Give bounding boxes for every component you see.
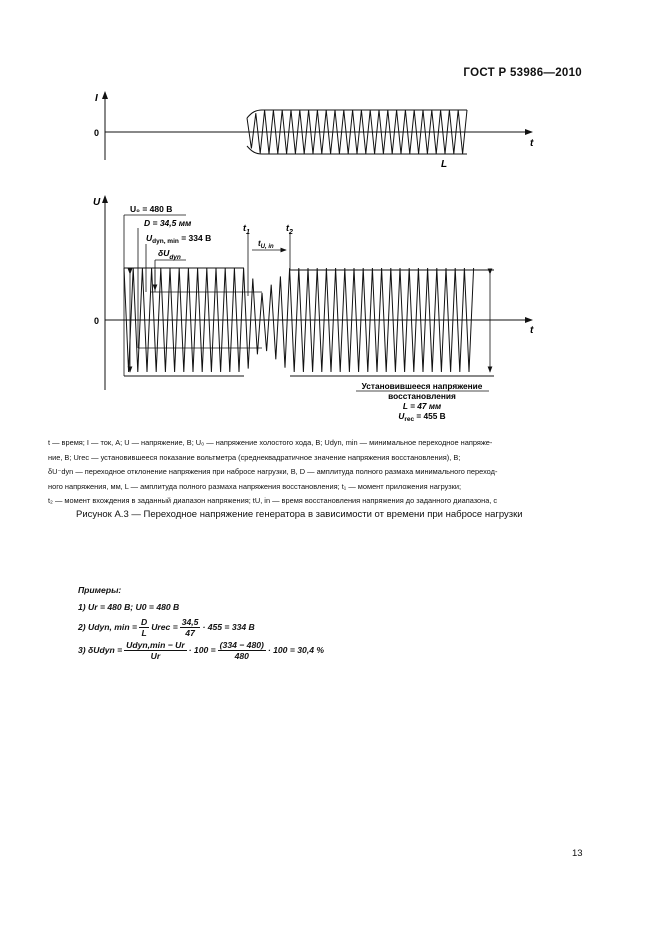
figure-legend xyxy=(48,436,582,509)
voltage-zero-label: 0 xyxy=(94,316,100,326)
example-3-prefix: 3) δUdyn = xyxy=(78,645,123,655)
u0-label: U₀ = 480 В xyxy=(130,204,173,214)
example-2-fraction-2: $\frac{34,5}{47}$ xyxy=(181,616,199,638)
example-1-text: 1) Ur = 480 В; U0 = 480 В xyxy=(78,602,180,612)
current-plot xyxy=(94,92,534,170)
voltage-x-label: t xyxy=(530,325,534,336)
examples-block xyxy=(78,585,324,663)
examples-title: Примеры: xyxy=(78,585,122,595)
example-2 xyxy=(78,617,324,637)
standard-header: ГОСТ Р 53986—2010 xyxy=(463,67,582,79)
legend-line-4: ного напряжения, мм, L — амплитуда полного размаха напряжения восстановления; t₁ — момент приложения нагрузки; xyxy=(48,481,462,491)
rec-label-line1: Установившееся напряжение xyxy=(361,381,483,391)
current-y-label: I xyxy=(95,93,98,104)
example-3-fraction-1: $\frac{\text{Udyn,min − Ur}}{Ur}$ xyxy=(126,639,185,661)
current-x-label: t xyxy=(530,138,534,149)
du-label: $\delta U_{dyn}$ xyxy=(158,248,181,261)
legend-line-2: ние, В; Urec — установившееся показание вольтметра (среднеквадратичное значение напряжения восстановления), В; xyxy=(48,452,461,462)
legend-line-5: t₂ — момент вхождения в заданный диапазон напряжения; tU, in — время восстановления напряжения до заданного диапазона, с xyxy=(48,496,498,505)
legend-line-3: δU⁻dyn — переходное отклонение напряжения при набросе нагрузки, В, D — амплитуда полного размаха минимального переход- xyxy=(48,467,498,476)
voltage-plot xyxy=(93,196,534,423)
voltage-transient-figure xyxy=(0,0,661,423)
tuin-label: $t_{U, in}$ xyxy=(258,239,274,250)
udyn-label: $U_{dyn, min} = 334$ В xyxy=(146,233,212,245)
t1-label: $t_1$ xyxy=(243,223,250,236)
example-3-fraction-2: $\frac{(334 - 480)}{480}$ xyxy=(219,639,264,661)
example-3 xyxy=(78,637,324,663)
example-2-mid: Urec = xyxy=(151,622,178,632)
rec-label-line3: L = 47 мм xyxy=(402,401,442,411)
example-2-suffix: · 455 = 334 В xyxy=(202,622,255,632)
figure-caption: Рисунок А.3 — Переходное напряжение генератора в зависимости от времени при набросе нагрузки xyxy=(76,509,523,520)
example-2-fraction-1: $\frac{D}{L}$ xyxy=(140,616,148,638)
example-3-suffix: · 100 = 30,4 % xyxy=(267,645,325,655)
example-1 xyxy=(78,597,324,617)
t2-label: $t_2$ xyxy=(286,223,293,236)
voltage-y-label: U xyxy=(93,197,101,208)
d-label: D = 34,5 мм xyxy=(144,218,192,228)
current-amplitude-label: L xyxy=(441,159,448,170)
legend-line-1: t — время; I — ток, А; U — напряжение, В; U₀ — напряжение холостого хода, В; Udyn, min — минимальное переходное напряже- xyxy=(48,438,493,447)
rec-label-line4: $U_{rec} = 455$ В xyxy=(398,411,446,423)
example-3-mid: · 100 = xyxy=(188,645,216,655)
rec-label-line2: восстановления xyxy=(388,391,456,401)
page-number: 13 xyxy=(572,848,583,859)
current-zero-label: 0 xyxy=(94,128,100,138)
example-2-prefix: 2) Udyn, min = xyxy=(78,622,137,632)
